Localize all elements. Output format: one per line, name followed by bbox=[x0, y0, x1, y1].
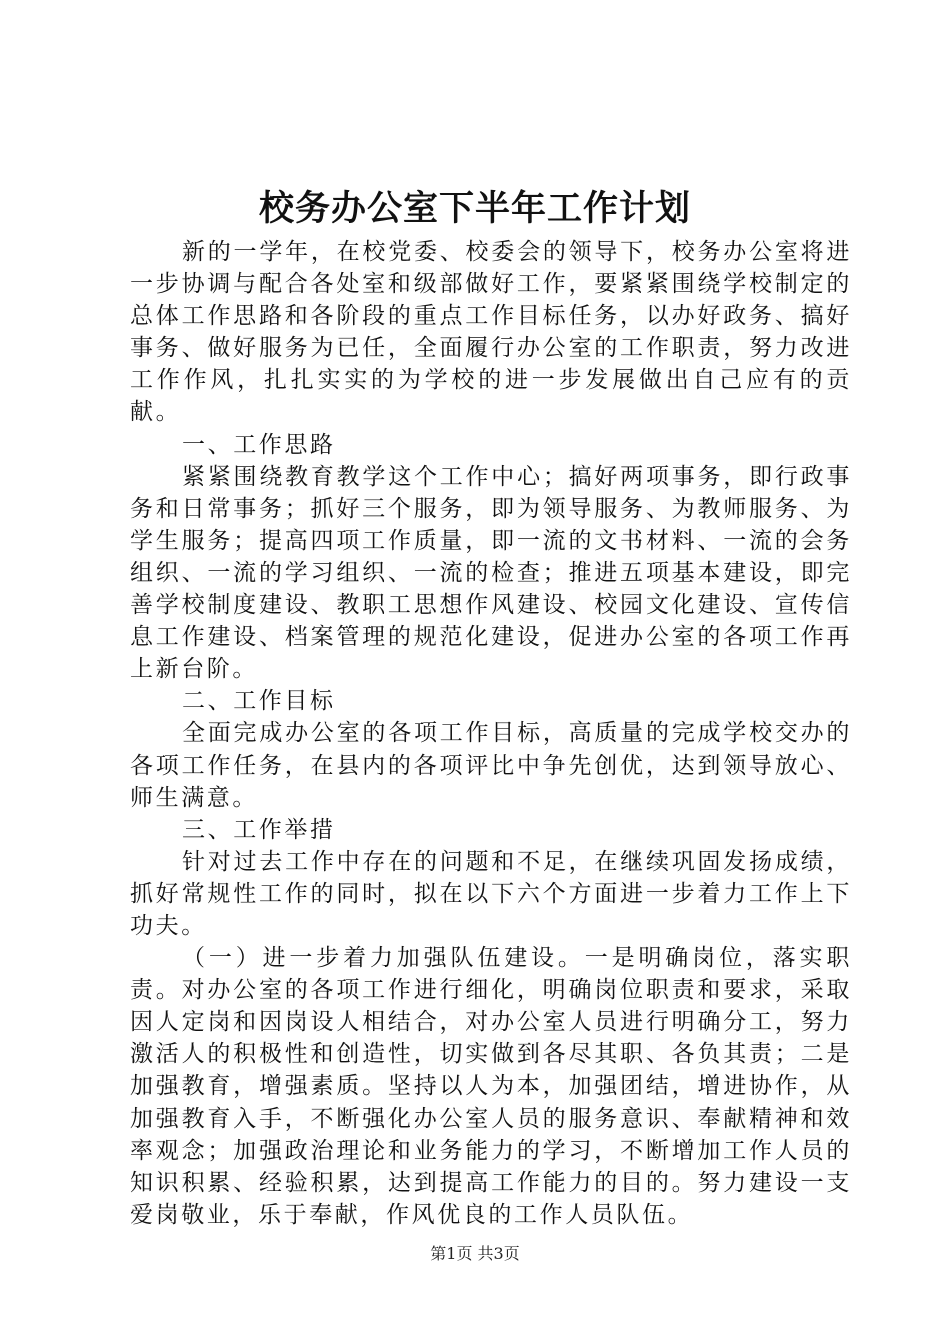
section-heading-work-measures: 三、工作举措 bbox=[182, 816, 336, 843]
intro-paragraph: 新的一学年，在校党委、校委会的领导下，校务办公室将进一步协调与配合各处室和级部做好工作，要紧紧围绕学校制定的总体工作思路和各阶段的重点工作目标任务，以办好政务、搞好事务、做好服务为已任，全面履行办公室的工作职责，努力改进工作作风，扎扎实实的为学校的进一步发展做出自己应有的贡献。 bbox=[130, 239, 852, 426]
document-body bbox=[130, 236, 852, 1231]
document-title: 校务办公室下半年工作计划 bbox=[258, 188, 691, 229]
work-ideas-paragraph: 紧紧围绕教育教学这个工作中心；搞好两项事务，即行政事务和日常事务；抓好三个服务，即为领导服务、为教师服务、为学生服务；提高四项工作质量，即一流的文书材料、一流的会务组织、一流的学习组织、一流的检查；推进五项基本建设，即完善学校制度建设、教职工思想作风建设、校园文化建设、宣传信息工作建设、档案管理的规范化建设，促进办公室的各项工作再上新台阶。 bbox=[130, 463, 852, 683]
page-number-footer: 第1页 共3页 bbox=[430, 1244, 520, 1263]
work-measures-intro-paragraph: 针对过去工作中存在的问题和不足，在继续巩固发扬成绩，抓好常规性工作的同时，拟在以下六个方面进一步着力工作上下功夫。 bbox=[130, 848, 852, 939]
team-building-paragraph: （一）进一步着力加强队伍建设。一是明确岗位，落实职责。对办公室的各项工作进行细化，明确岗位职责和要求，采取因人定岗和因岗设人相结合，对办公室人员进行明确分工，努力激活人的积极性和创造性，切实做到各尽其职、各负其责；二是加强教育，增强素质。坚持以人为本，加强团结，增进协作，从加强教育入手，不断强化办公室人员的服务意识、奉献精神和效率观念；加强政治理论和业务能力的学习，不断增加工作人员的知识积累、经验积累，达到提高工作能力的目的。努力建设一支爱岗敬业，乐于奉献，作风优良的工作人员队伍。 bbox=[130, 945, 852, 1228]
section-heading-work-ideas: 一、工作思路 bbox=[182, 431, 336, 458]
section-heading-work-goals: 二、工作目标 bbox=[182, 688, 336, 715]
work-goals-paragraph: 全面完成办公室的各项工作目标，高质量的完成学校交办的各项工作任务，在县内的各项评比中争先创优，达到领导放心、师生满意。 bbox=[130, 720, 852, 811]
